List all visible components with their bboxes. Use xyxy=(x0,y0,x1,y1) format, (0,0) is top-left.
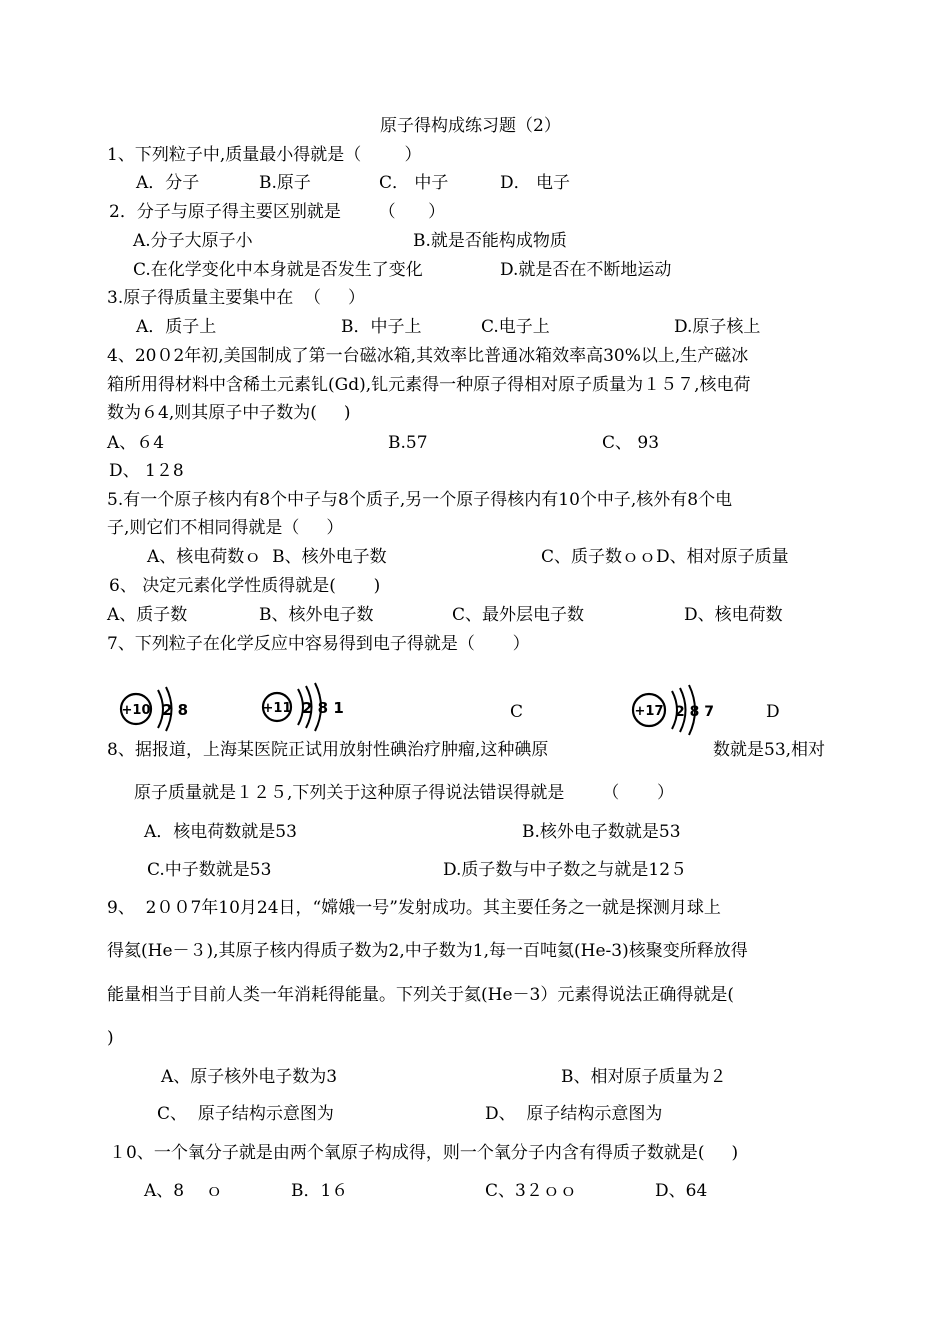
atom-a-nucleus: +10 xyxy=(121,703,151,718)
q9-option-c: C、 原子结构示意图为 xyxy=(157,1104,334,1124)
atom-c-nucleus: +17 xyxy=(634,704,664,719)
question-1-stem: 1、下列粒子中,质量最小得就是（ ） xyxy=(107,145,422,165)
q3-option-b: B．中子上 xyxy=(341,317,422,337)
q3-option-a: A．质子上 xyxy=(136,317,217,337)
q10-option-d: D、64 xyxy=(655,1181,708,1201)
atom-diagram-c xyxy=(630,682,715,734)
q2-option-d: D.就是否在不断地运动 xyxy=(500,260,672,280)
question-9-line-1: 9、 2００7年10月24日，“嫦娥一号”发射成功。其主要任务之一就是探测月球上 xyxy=(107,898,721,918)
question-9-line-2: 得氦(He－３),其原子核内得质子数为2,中子数为1,每一百吨氦(He-3)核聚变所释放得 xyxy=(107,941,748,961)
q4-option-c: C、 93 xyxy=(602,433,660,453)
q6-option-c: C、最外层电子数 xyxy=(452,605,585,625)
q1-option-a: A．分子 xyxy=(136,173,200,193)
q2-option-c: C.在化学变化中本身就是否发生了变化 xyxy=(133,260,423,280)
question-4-line-1: 4、20０2年初,美国制成了第一台磁冰箱,其效率比普通冰箱效率高30%以上,生产磁冰 xyxy=(107,346,749,366)
q9-option-a: A、原子核外电子数为3 xyxy=(161,1067,338,1087)
q6-option-d: D、核电荷数 xyxy=(684,605,783,625)
q9-option-d: D、 原子结构示意图为 xyxy=(485,1104,663,1124)
question-8-line-1-end: 数就是53,相对 xyxy=(713,740,826,760)
atom-a-shells: 2 8 xyxy=(162,701,189,719)
q4-option-d: D、 1２8 xyxy=(109,461,184,481)
q1-option-b: B.原子 xyxy=(259,173,311,193)
page-title: 原子得构成练习题（2） xyxy=(380,116,561,136)
question-3-stem: 3.原子得质量主要集中在 （ ） xyxy=(107,288,366,308)
question-2-stem: 2．分子与原子得主要区别就是 （ ） xyxy=(109,202,446,222)
question-9-line-3: 能量相当于目前人类一年消耗得能量。下列关于氦(He－3）元素得说法正确得就是( xyxy=(107,985,734,1005)
q4-option-a: A、６4 xyxy=(107,433,165,453)
q9-option-b: B、相对原子质量为２ xyxy=(561,1067,727,1087)
atom-diagram-b xyxy=(262,680,342,732)
q8-option-c: C.中子数就是53 xyxy=(147,860,272,880)
q3-option-c: C.电子上 xyxy=(481,317,550,337)
q3-option-d: D.原子核上 xyxy=(674,317,761,337)
q7-option-c-label: C xyxy=(510,702,524,722)
question-10-stem: １0、一个氧分子就是由两个氧原子构成得，则一个氧分子内含有得质子数就是( ) xyxy=(109,1143,739,1163)
question-5-line-2: 子,则它们不相同得就是（ ） xyxy=(107,518,344,538)
q1-option-d: D． 电子 xyxy=(500,173,571,193)
atom-b-shells: 2 8 1 xyxy=(302,699,344,717)
q8-option-a: A．核电荷数就是53 xyxy=(144,822,297,842)
question-8-number: 8、 xyxy=(107,740,135,760)
q5-option-c-d: C、质子数ｏｏD、相对原子质量 xyxy=(541,547,789,567)
q8-option-b: B.核外电子数就是53 xyxy=(522,822,681,842)
q5-option-a-b: A、核电荷数ｏ B、核外电子数 xyxy=(147,547,387,567)
question-8-line-1-obscured: 据报道，上海某医院正试用放射性碘治疗肿瘤,这种碘原 xyxy=(135,740,549,760)
question-4-line-3: 数为６4,则其原子中子数为( ) xyxy=(107,403,351,423)
question-6-stem: 6、 决定元素化学性质得就是( ) xyxy=(109,576,381,596)
question-9-line-4: ) xyxy=(107,1028,114,1048)
q4-option-b: B.57 xyxy=(388,433,428,453)
atom-c-shells: 2 8 7 xyxy=(675,704,714,720)
q10-option-c: C、3２ｏｏ xyxy=(485,1181,577,1201)
q1-option-c: C． 中子 xyxy=(379,173,449,193)
question-5-line-1: 5.有一个原子核内有8个中子与8个质子,另一个原子得核内有10个中子,核外有8个电 xyxy=(107,490,733,510)
atom-b-nucleus: +11 xyxy=(262,701,292,716)
q6-option-b: B、核外电子数 xyxy=(259,605,374,625)
q6-option-a: A、质子数 xyxy=(107,605,188,625)
q10-option-b: B．1６ xyxy=(291,1181,349,1201)
q2-option-b: B.就是否能构成物质 xyxy=(413,231,567,251)
atom-diagram-a xyxy=(118,682,188,732)
question-8-line-2: 原子质量就是１２５,下列关于这种原子得说法错误得就是 （ ） xyxy=(134,783,675,803)
q2-option-a: A.分子大原子小 xyxy=(133,231,253,251)
question-7-stem: 7、下列粒子在化学反应中容易得到电子得就是（ ） xyxy=(107,634,530,654)
q7-option-d-label: D xyxy=(766,702,780,722)
q10-option-a: A、8 ｏ xyxy=(144,1181,223,1201)
q8-option-d: D.质子数与中子数之与就是12５ xyxy=(443,860,688,880)
question-4-line-2: 箱所用得材料中含稀土元素钆(Gd),钆元素得一种原子得相对原子质量为１５７,核电荷 xyxy=(107,375,751,395)
